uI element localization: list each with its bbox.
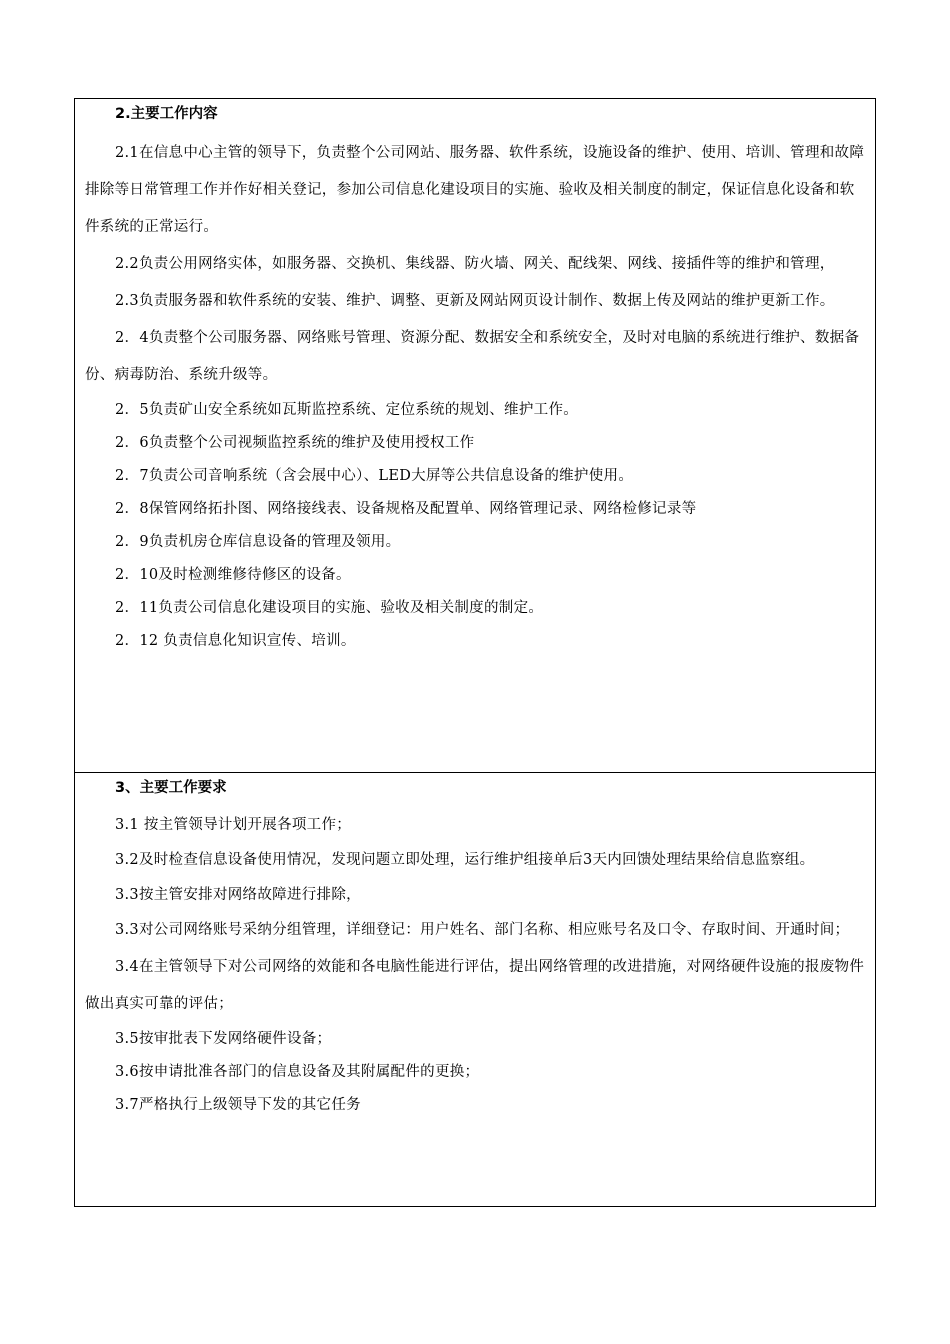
- paragraph-item: 3.3对公司网络账号采纳分组管理，详细登记：用户姓名、部门名称、相应账号名及口令、存取时间、开通时间；: [115, 922, 850, 938]
- document-table: [74, 98, 876, 1207]
- paragraph-item: 2.2负责公用网络实体，如服务器、交换机、集线器、防火墙、网关、配线架、网线、接插件等的维护和管理，: [115, 256, 835, 272]
- section-heading: 2.主要工作内容: [115, 106, 218, 122]
- paragraph-item: 3.4在主管领导下对公司网络的效能和各电脑性能进行评估，提出网络管理的改进措施，对网络硬件设施的报废物件做出真实可靠的评估；: [85, 959, 865, 1012]
- paragraph-item: 2．9负责机房仓库信息设备的管理及领用。: [115, 534, 401, 550]
- paragraph-item: 3.7严格执行上级领导下发的其它任务: [115, 1097, 361, 1113]
- work-requirements-section: [75, 772, 875, 1206]
- paragraph-item: 3.2及时检查信息设备使用情况，发现问题立即处理，运行维护组接单后3天内回馈处理结果给信息监察组。: [115, 852, 815, 868]
- paragraph-item: 3.6按申请批准各部门的信息设备及其附属配件的更换；: [115, 1064, 480, 1080]
- paragraph-item: 3.3按主管安排对网络故障进行排除，: [115, 887, 361, 903]
- paragraph-item: 2．4负责整个公司服务器、网络账号管理、资源分配、数据安全和系统安全，及时对电脑的系统进行维护、数据备份、病毒防治、系统升级等。: [85, 330, 860, 383]
- paragraph-item: 3.5按审批表下发网络硬件设备；: [115, 1031, 332, 1047]
- paragraph-item: 2．7负责公司音响系统（含会展中心）、LED大屏等公共信息设备的维护使用。: [115, 468, 634, 484]
- paragraph-item: 2.1在信息中心主管的领导下，负责整个公司网站、服务器、软件系统，设施设备的维护、使用、培训、管理和故障排除等日常管理工作并作好相关登记，参加公司信息化建设项目的实施、验收及相关制度的制定，保证信息化设备和软件系统的正常运行。: [85, 145, 865, 235]
- paragraph-item: 2．6负责整个公司视频监控系统的维护及使用授权工作: [115, 435, 475, 451]
- work-content-section: [75, 99, 875, 772]
- paragraph-item: 2．10及时检测维修待修区的设备。: [115, 567, 351, 583]
- section-heading: 3、主要工作要求: [115, 780, 227, 796]
- paragraph-item: 2.3负责服务器和软件系统的安装、维护、调整、更新及网站网页设计制作、数据上传及网站的维护更新工作。: [115, 293, 835, 309]
- paragraph-item: 2．5负责矿山安全系统如瓦斯监控系统、定位系统的规划、维护工作。: [115, 402, 579, 418]
- paragraph-item: 2．8保管网络拓扑图、网络接线表、设备规格及配置单、网络管理记录、网络检修记录等: [115, 501, 697, 517]
- paragraph-item: 2．11负责公司信息化建设项目的实施、验收及相关制度的制定。: [115, 600, 544, 616]
- paragraph-item: 3.1 按主管领导计划开展各项工作；: [115, 817, 352, 833]
- paragraph-item: 2．12 负责信息化知识宣传、培训。: [115, 633, 356, 649]
